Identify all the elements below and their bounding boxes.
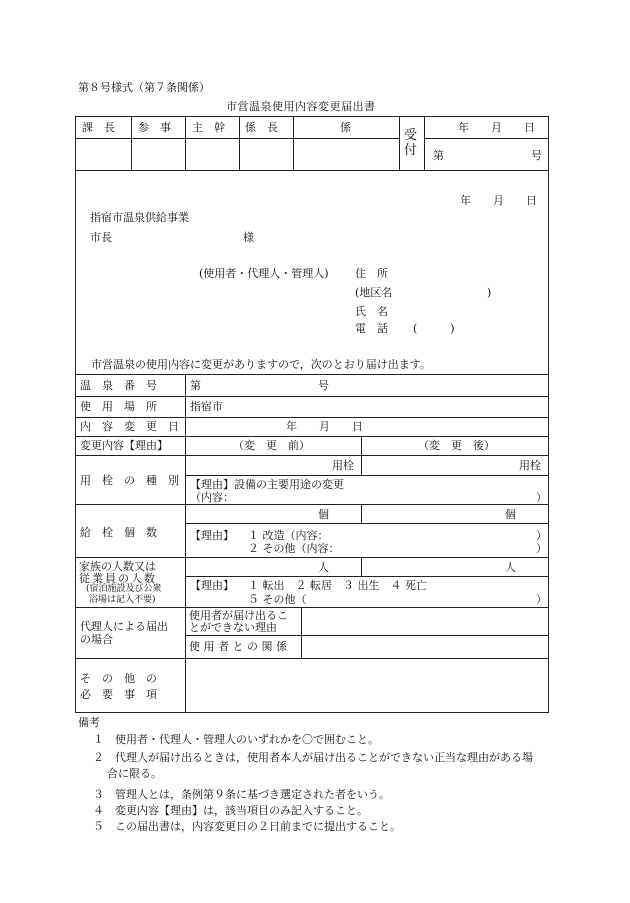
person-unit-after: 人 bbox=[505, 561, 516, 574]
family-option-5: ５ その他（ bbox=[248, 593, 307, 606]
tap-content: （内容： bbox=[190, 491, 234, 504]
addressee-org: 指宿市温泉供給事業 bbox=[90, 211, 189, 224]
tap-type-label: 用 栓 の 種 別 bbox=[80, 474, 179, 487]
note-item-1: １ 使用者・代理人・管理人のいずれかを〇で囲むこと。 bbox=[93, 733, 379, 746]
district-label: (地区名 bbox=[355, 286, 393, 299]
usage-place-label: 使 用 場 所 bbox=[80, 400, 157, 413]
count-option-2-close: ） bbox=[536, 542, 547, 555]
name-label: 氏 名 bbox=[355, 305, 388, 318]
other-label-1: そ の 他 の bbox=[80, 672, 157, 685]
intro-text: 市営温泉の使用内容に変更がありますので，次のとおり届け出ます。 bbox=[91, 358, 431, 371]
approval-kacho: 課 長 bbox=[82, 121, 115, 134]
approval-shukan: 主 幹 bbox=[192, 121, 225, 134]
district-close: ) bbox=[487, 286, 492, 299]
tap-reason: 【理由】設備の主要用途の変更 bbox=[190, 478, 344, 491]
family-option-5-close: ） bbox=[536, 593, 547, 606]
proxy-reason-1: 使用者が届け出るこ bbox=[189, 609, 288, 622]
addressee-sama: 様 bbox=[243, 231, 254, 244]
note-item-5: ５ この届出書は，内容変更日の２日前までに提出すること。 bbox=[93, 820, 401, 833]
reception-number-prefix: 第 bbox=[433, 149, 444, 162]
note-item-4: ４ 変更内容【理由】は，該当項目のみ記入すること。 bbox=[93, 804, 368, 817]
approval-sanji: 参 事 bbox=[138, 121, 171, 134]
proxy-relation: 使 用 者 と の 関 係 bbox=[189, 640, 287, 653]
tap-unit-before: 用栓 bbox=[332, 459, 354, 472]
change-content-label: 変更内容【理由】 bbox=[80, 439, 168, 452]
count-unit-after: 個 bbox=[505, 508, 516, 521]
reception-label: 受付 bbox=[404, 128, 418, 158]
phone-parens: ( ) bbox=[413, 322, 455, 335]
proxy-label-2: の場合 bbox=[80, 633, 113, 646]
count-reason: 【理由】 bbox=[190, 529, 234, 542]
notes-heading: 備考 bbox=[78, 716, 100, 729]
change-date-label: 内 容 変 更 日 bbox=[80, 420, 179, 433]
spring-number-prefix: 第 bbox=[190, 379, 201, 392]
applicant-role: (使用者・代理人・管理人) bbox=[199, 267, 329, 280]
family-reason: 【理由】 bbox=[190, 579, 234, 592]
family-label-2: 従業員の人数 bbox=[79, 572, 157, 585]
spring-number-suffix: 号 bbox=[318, 379, 329, 392]
usage-place-value: 指宿市 bbox=[190, 400, 223, 413]
tap-content-close: ） bbox=[536, 491, 547, 504]
phone-label: 電 話 bbox=[355, 322, 388, 335]
note-item-2: ２ 代理人が届け出るときは，使用者本人が届け出ることができない正当な理由がある場合に限る。 bbox=[93, 751, 533, 780]
family-options: １ 転出 ２ 転居 ３ 出生 ４ 死亡 bbox=[248, 579, 427, 592]
tap-unit-after: 用栓 bbox=[519, 459, 541, 472]
count-unit-before: 個 bbox=[318, 508, 329, 521]
reception-number-suffix: 号 bbox=[531, 149, 542, 162]
family-label-1: 家族の人数又は bbox=[79, 560, 156, 573]
note-item-3: ３ 管理人とは，条例第９条に基づき選定された者をいう。 bbox=[93, 788, 390, 801]
family-note-1: (宿泊施設及び公衆 bbox=[86, 584, 162, 594]
approval-kakari: 係 bbox=[340, 121, 351, 134]
proxy-reason-2: とができない理由 bbox=[189, 621, 277, 634]
count-option-1: １ 改造（内容： bbox=[248, 529, 329, 542]
submission-date: 年 月 日 bbox=[460, 194, 537, 207]
other-label-2: 必 要 事 項 bbox=[80, 688, 157, 701]
count-option-2: ２ その他（内容： bbox=[248, 542, 340, 555]
after-label: （変 更 後） bbox=[418, 439, 495, 452]
reception-date: 年 月 日 bbox=[458, 121, 535, 134]
before-label: （変 更 前） bbox=[233, 439, 310, 452]
spring-number-label: 温 泉 番 号 bbox=[80, 379, 157, 392]
change-date-value: 年 月 日 bbox=[286, 420, 363, 433]
count-option-1-close: ） bbox=[536, 529, 547, 542]
form-title: 市営温泉使用内容変更届出書 bbox=[226, 100, 376, 113]
person-unit-before: 人 bbox=[318, 561, 329, 574]
tap-count-label: 給 栓 個 数 bbox=[80, 526, 157, 539]
family-note-2: 浴場は記入不要) bbox=[89, 595, 156, 605]
address-label: 住 所 bbox=[355, 267, 388, 280]
addressee-mayor: 市長 bbox=[90, 231, 112, 244]
proxy-label-1: 代理人による届出 bbox=[80, 620, 168, 633]
approval-kakaricho: 係 長 bbox=[245, 121, 278, 134]
form-number: 第８号様式（第７条関係） bbox=[78, 81, 210, 94]
